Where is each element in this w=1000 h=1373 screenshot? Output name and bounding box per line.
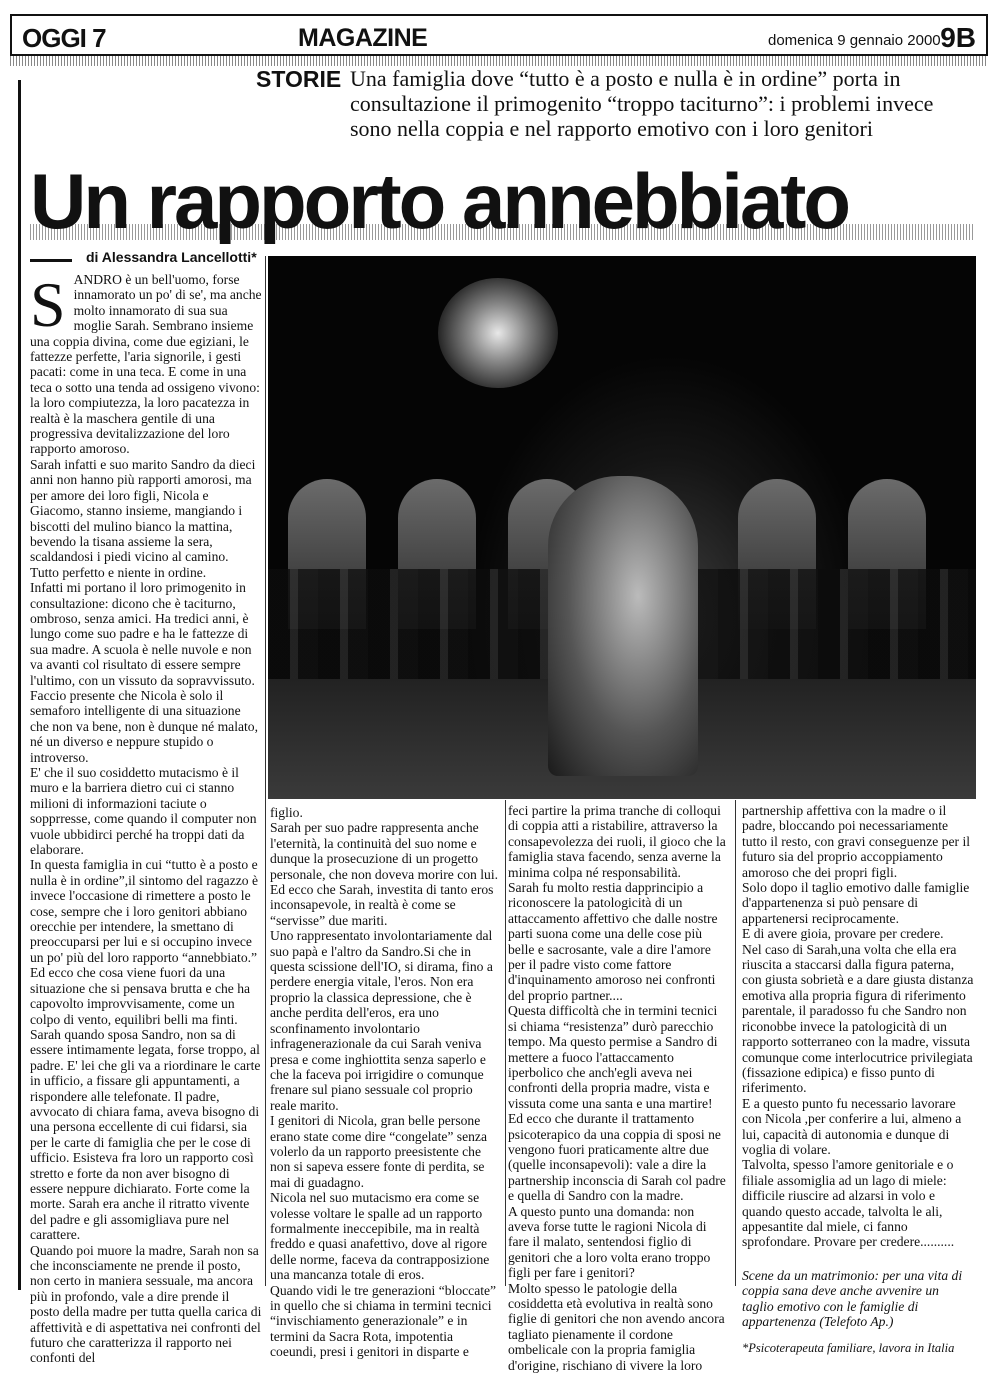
paragraph: Infatti mi portano il loro primogenito in consultazione: dicono che è taciturno, ombroso, senza amici. Ha tredici anni, è lungo come suo padre e ha le fattezze di sua madre. A scuola è nelle nuvole e non va avanti col risultato di essere sempre l'ultimo, con un vissuto da sopravvissuto.: [30, 580, 255, 688]
paragraph: In questa famiglia in cui “tutto è a posto e nulla è in ordine”,il sintomo del ragazzo è invece l'occasione di rimettere a posto le cose, sempre che i loro genitori abbiano orecchie per intendere, la smettano di preoccuparsi per lui e si occupino invece un po' più del loro rapporto “annebbiato.”: [30, 857, 258, 965]
dancing-couple: [548, 476, 698, 776]
wedding-photo: [268, 256, 976, 799]
column-rule: [505, 800, 506, 1286]
paragraph: Ed ecco che durante il trattamento psicoterapico da una coppia di sposi ne vengono fuori praticamente altre due (quelle inconsapevoli): vale a dire la partnership inconscia di Sarah col padre e quella di Sandro con la madre.: [508, 1111, 726, 1204]
paragraph: Quando vidi le tre generazioni “bloccate” in quello che si chiama in termini tecnici “invischiamento generazionale” e in termini da Sacra Rota, impotentia coeundi, presi i genitori in disparte e: [270, 1282, 497, 1360]
drop-cap: S: [30, 269, 66, 340]
byline-dash: [30, 259, 72, 262]
issue-date: domenica 9 gennaio 2000: [768, 32, 941, 49]
paragraph: A questo punto una domanda: non aveva forse tutte le ragioni Nicola di fare il malato, sentendosi figlio di genitori che a loro volta erano troppo figli per fare i genitori?: [508, 1203, 711, 1281]
article-column-4: [742, 803, 974, 1357]
column-rule: [265, 256, 266, 1286]
paragraph: I genitori di Nicola, gran belle persone erano state come dire “congelate” senza volerlo da un rapporto preesistente che non si sapeva essere fonte di perdita, se mai di guadagno.: [270, 1113, 487, 1190]
paragraph: Faccio presente che Nicola è solo il semaforo intelligente di una situazione che non va bene, non è dunque né malato, né un diverso e neppure stupido o introverso.: [30, 687, 258, 765]
paragraph: partnership affettiva con la madre o il padre, bloccando poi necessariamente tutto il resto, con gravi conseguenze per il futuro sia del proprio accoppiamento amoroso che dei propri figli.: [742, 803, 971, 880]
article-column-2: [270, 805, 502, 1360]
paragraph: feci partire la prima tranche di colloqui di coppia atti a ristabilire, attraverso la consapevolezza dei ruoli, il gioco che la famiglia stava facendo, senza averne la minima colpa né responsabilità.: [508, 803, 726, 880]
paragraph: Nicola nel suo mutacismo era come se volesse voltare le spalle ad un rapporto formalmente ineccepibile, ma in realtà freddo e quasi anafettivo, dove al rigore delle norme, faceva da contrapposizione una mancanza totale di eros.: [270, 1190, 490, 1283]
header-divider: [10, 54, 988, 66]
left-border-rule: [18, 80, 21, 1290]
column-rule: [735, 800, 736, 1286]
paragraph: Tutto perfetto e niente in ordine.: [30, 564, 207, 580]
author-footnote: *Psicoterapeuta familiare, lavora in Italia: [742, 1341, 955, 1356]
paragraph: E di avere gioia, provare per credere.: [742, 926, 944, 942]
paragraph: Sarah infatti e suo marito Sandro da dieci anni non hanno più rapporti amorosi, ma per amore dei loro figli, Nicola e Giacomo, stanno insieme, mangiando i biscotti del mulino bianco la mattina, bevendo la tisana assieme la sera, scaldandosi i piedi vicino al camino.: [30, 456, 256, 565]
storie-label: STORIE: [256, 66, 342, 92]
photo-caption: Scene da un matrimonio: per una vita di coppia sana deve anche avvenire un taglio emotivo con le famiglie di appartenenza (Telefoto Ap.): [742, 1267, 963, 1329]
article-summary: Una famiglia dove “tutto è a posto e nulla è in ordine” porta in consultazione il primogenito “troppo taciturno”: i problemi invece sono nella coppia e nel rapporto emotivo con i loro genitori: [350, 66, 934, 141]
section-name: MAGAZINE: [298, 24, 428, 52]
byline: di Alessandra Lancellotti*: [86, 249, 257, 265]
article-column-1: [30, 269, 262, 1366]
paragraph: Sarah fu molto restia dapprincipio a riconoscere la patologicità di un attaccamento affettivo che dalle nostre parti suona come una delle cose più belle e sacrosante, vale a dire l'amore per il padre visto come fattore d'inquinamento amoroso nei confronti del proprio partner....: [508, 880, 718, 1003]
paragraph: Questa difficoltà che in termini tecnici si chiama “resistenza” durò parecchio tempo. Ma questo permise a Sandro di mettere a fuoco l'attaccamento iperbolico che anch'egli aveva nei confronti della propria madre, vista e vissuta come una santa e una martire!: [508, 1003, 718, 1111]
paragraph: Quando poi muore la madre, Sarah non sa che inconsciamente ne prende il posto, non certo in maniera sessuale, ma ancora più in profondo, vale a dire prende il posto della madre per tutta quella carica di affettività e di aspettativa nei confronti del futuro che caratterizza il rapporto nei confonti del: [30, 1242, 262, 1366]
article-title: Un rapporto annebbiato: [30, 157, 848, 245]
paragraph: E' che il suo cosiddetto mutacismo è il muro e la barriera dietro cui ci stanno milioni di informazioni taciute o sopprresse, come quando il computer non vuole ubbidirci perché ha troppi dati da elaborare.: [30, 765, 257, 858]
paragraph: ANDRO è un bell'uomo, forse innamorato un po' di se', ma anche molto innamorato di sua sua moglie Sarah. Sembrano insieme una coppia divina, come due egiziani, le fattezze perfette, l'aria signorile, i gesti pacati: come in una teca. E come in una teca o sotto una tenda ad ossigeno vivono: la loro compiutezza, la loro pacatezza in realtà è la maschera gentile di una progressiva devitalizzazione del loro rapporto amoroso.: [30, 272, 262, 457]
paragraph: Solo dopo il taglio emotivo dalle famiglie d'appartenenza si può pensare di appartenersi reciprocamente.: [742, 880, 970, 926]
paragraph: Sarah per suo padre rappresenta anche l'eternità, la continuità del suo nome e dunque la prosecuzione di un progetto personale, che non doveva morire con lui. Ed ecco che Sarah, investita di tanto eros inconsapevole, in realtà è come se “servisse” due mariti.: [270, 820, 498, 928]
newspaper-name: OGGI 7: [22, 23, 106, 53]
paragraph: Talvolta, spesso l'amore genitoriale e o filiale assomiglia ad un lago di miele: difficile riuscire ad alzarsi in volo e quando questo accade, talvolta le ali, appesantite dal miele, ci fanno sprofondare. Provare per credere..........: [742, 1157, 955, 1250]
paragraph: figlio.: [270, 805, 303, 820]
paragraph: Sarah quando sposa Sandro, non sa di essere intimamente legata, forse troppo, al padre. E' lei che gli va a riordinare le carte in ufficio, a fissare gli appuntamenti, a rispondere alle telefonate. Il padre, avvocato di chiara fama, aveva bisogno di una persona eccellente di cui fidarsi, sia per le carte di famiglia che per le cose di ufficio. Esisteva fra loro un rapporto così stretto e forte da non aver bisogno di essere neppure dichiarato. Forte come la morte. Sarah era anche il ritratto vivente del padre e gli assomigliava pure nel carattere.: [30, 1026, 261, 1243]
article-column-3: [508, 803, 726, 1373]
paragraph: E a questo punto fu necessario lavorare con Nicola ,per conferire a lui, almeno a lui, capacità di autonomia e dunque di voglia di volare.: [742, 1095, 962, 1157]
paragraph: Uno rappresentato involontariamente dal suo papà e l'altro da Sandro.Si che in questa scissione dell'IO, si dirama, fino a perdere energia vitale, l'eros. Non era proprio la classica depressione, che è anche perdita dell'eros, era uno sconfinamento involontario infragenerazionale da cui Sarah veniva presa e come inghiottita senza saperlo e che la faceva poi irrigidire o comunque frenare sul piano sessuale col proprio reale marito.: [270, 928, 493, 1113]
paragraph: Nel caso di Sarah,una volta che ella era riuscita a staccarsi dalla figura paterna, con giusta sobrietà e a dare giusta distanza emotiva alla propria figura di riferimento parentale, il paradosso fu che Sandro non riconobbe invece la patologicità di un rapporto sotterraneo con la madre, vissuta comunque come interlocutrice privilegiata (fissazione edipica) e fisso punto di riferimento.: [742, 941, 974, 1096]
paragraph: Molto spesso le patologie della cosiddetta età evolutiva in realtà sono figlie di genitori che non avendo ancora tagliato pienamente il cordone ombelicale con la propria famiglia d'origine, rischiano di vivere la loro: [508, 1280, 725, 1373]
page-number: 9B: [940, 22, 976, 53]
paragraph: Ed ecco che cosa viene fuori da una situazione che si pensava brutta e che ha capovolto improvvisamente, come un colpo di vento, equilibri belli ma finti.: [30, 965, 251, 1027]
masthead: [10, 14, 988, 54]
chandelier: [438, 278, 558, 388]
